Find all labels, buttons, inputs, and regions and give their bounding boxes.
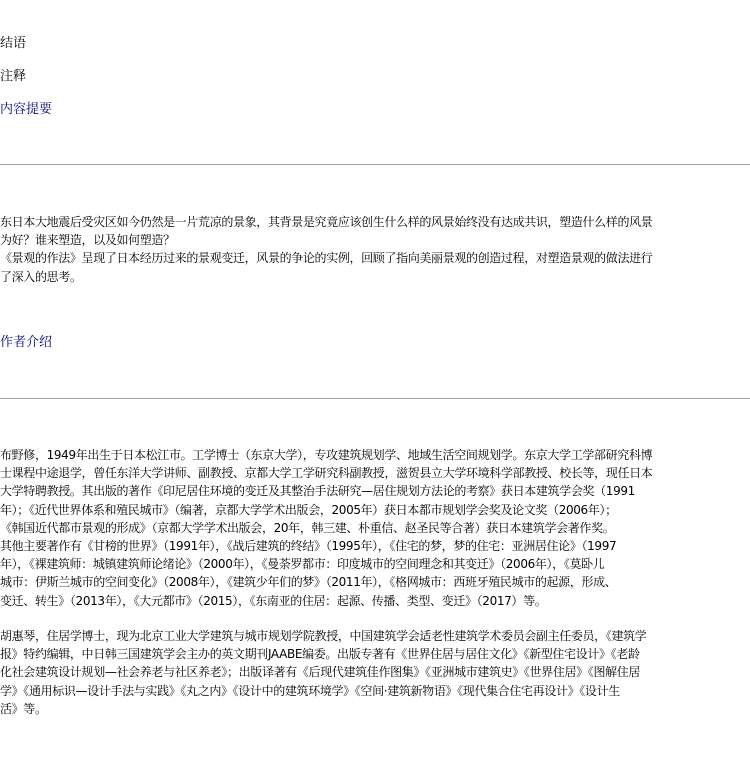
text-line: 士课程中途退学，曾任东洋大学讲师、副教授、京都大学工学研究科副教授，滋贺县立大学环境科学部教授、校长等，现任日本: [0, 466, 653, 481]
text-line: 化社会建筑设计规划—社会养老与社区养老》；出版译著有《后现代建筑佳作图集》《亚洲城市建筑史》《世界住居》《图解住居: [0, 665, 641, 680]
text-line: 年）；《近代世界体系和殖民城市》（编著，京都大学学术出版会，2005年）获日本都市规划学会奖及论文奖（2006年）；: [0, 502, 617, 517]
toc-item-conclusion[interactable]: 结语: [0, 36, 27, 51]
text-line: 《韩国近代都市景观的形成》（京都大学学术出版会，20年，韩三建、朴重信、赵圣民等合著）获日本建筑学会著作奖。: [0, 520, 615, 535]
summary-paragraph: [0, 213, 748, 286]
text-line: 为好？谁来塑造，以及如何塑造？: [0, 233, 175, 248]
text-line: 其他主要著作有《甘榜的世界》（1991年），《战后建筑的终结》（1995年），《住宅的梦，梦的住宅：亚洲居住论》（1997: [0, 539, 617, 554]
text-line: 活》等。: [0, 701, 47, 716]
text-line: 了深入的思考。: [0, 269, 82, 284]
text-line: 报》特约编辑，中日韩三国建筑学会主办的英文期刊JAABE编委。出版专著有《世界住居与居住文化》《新型住宅设计》《老龄: [0, 647, 640, 662]
text-line: 胡惠琴，住居学博士，现为北京工业大学建筑与城市规划学院教授，中国建筑学会适老性建筑学术委员会副主任委员，《建筑学: [0, 629, 647, 643]
divider: [0, 398, 750, 399]
toc-item-notes[interactable]: 注释: [0, 69, 27, 84]
text-line: 城市：伊斯兰城市的空间变化》（2008年），《建筑少年们的梦》（2011年），《格网城市：西班牙殖民城市的起源，形成、: [0, 575, 617, 590]
text-line: 变迁、转生》（2013年），《大元都市》（2015），《东南亚的住居：起源、传播、类型、变迁》（2017）等。: [0, 593, 547, 608]
section-heading-summary: 内容提要: [0, 102, 53, 117]
section-heading-author: 作者介绍: [0, 335, 53, 350]
divider: [0, 164, 750, 165]
author-bio-2: [0, 627, 748, 718]
text-line: 布野修，1949年出生于日本松江市。工学博士（东京大学），专攻建筑规划学、地域生活空间规划学。东京大学工学部研究科博: [0, 448, 653, 462]
text-line: 学》《通用标识—设计手法与实践》《丸之内》《设计中的建筑环境学》《空间·建筑新物语》《现代集合住宅再设计》《设计生: [0, 683, 620, 698]
text-line: 《景观的作法》呈现了日本经历过来的景观变迁，风景的争论的实例，回顾了指向美丽景观的创造过程，对塑造景观的做法进行: [0, 251, 653, 266]
text-line: 大学特聘教授。其出版的著作《印尼居住环境的变迁及其整治手法研究—居住规划方法论的考察》获日本建筑学会奖（1991: [0, 484, 635, 499]
text-line: 年），《裸建筑师：城镇建筑师论绪论》（2000年），《曼荼罗都市：印度城市的空间理念和其变迁》（2006年），《莫卧儿: [0, 557, 605, 572]
author-bio-1: [0, 446, 748, 610]
text-line: 东日本大地震后受灾区如今仍然是一片荒凉的景象，其背景是究竟应该创生什么样的风景始终没有达成共识，塑造什么样的风景: [0, 215, 653, 229]
